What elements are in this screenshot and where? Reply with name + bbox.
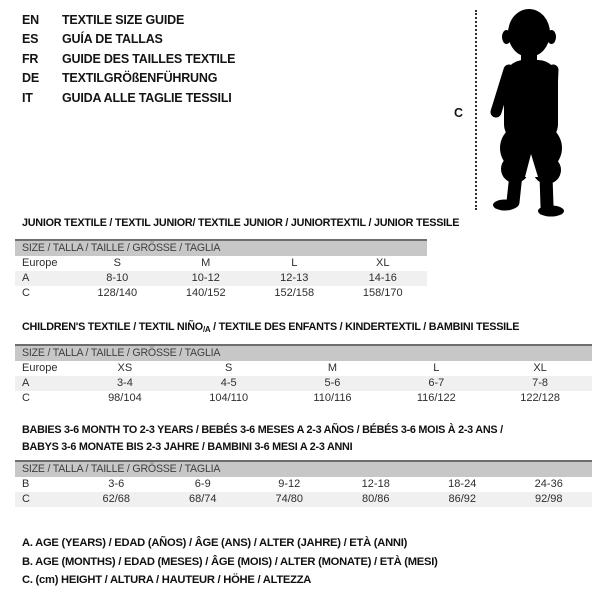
table-cell: 116/122 — [416, 392, 456, 404]
column-header: M — [201, 257, 211, 269]
table-cell: 80/86 — [361, 493, 390, 505]
footnote-a: A. AGE (YEARS) / EDAD (AÑOS) / ÂGE (ANS) / ALTER (JAHRE) / ETÀ (ANNI) — [22, 537, 408, 549]
table-row — [15, 391, 592, 406]
children-section-title — [22, 321, 519, 334]
column-header: XL — [533, 362, 547, 374]
baby-silhouette-icon — [485, 6, 585, 218]
table-row — [15, 477, 592, 492]
table-cell: 128/140 — [97, 287, 138, 299]
table-cell: 12-13 — [280, 272, 309, 284]
lang-code: ES — [22, 32, 39, 47]
lang-code: IT — [22, 90, 33, 105]
column-header: Europe — [22, 257, 58, 269]
table-cell: 10-12 — [191, 272, 220, 284]
table-cell: 110/116 — [313, 392, 352, 404]
column-header: M — [327, 362, 338, 374]
row-label: A — [22, 272, 30, 284]
column-header: L — [291, 257, 298, 269]
table-cell: 122/128 — [520, 392, 560, 404]
lang-code: FR — [22, 51, 39, 66]
table-cell: 7-8 — [532, 377, 549, 389]
children-title-prefix: CHILDREN'S TEXTILE / TEXTIL NIÑO — [22, 321, 203, 333]
lang-row-en — [22, 11, 235, 30]
table-cell: 92/98 — [534, 493, 563, 505]
height-dotted-line — [475, 10, 477, 210]
children-title-suffix: / TEXTILE DES ENFANTS / KINDERTEXTIL / BAMBINI TESSILE — [210, 321, 520, 333]
height-measure-figure — [448, 6, 594, 218]
table-cell: 9-12 — [278, 478, 301, 490]
lang-title: GUIDE DES TAILLES TEXTILE — [62, 51, 236, 66]
table-cell: 74/80 — [275, 493, 304, 505]
lang-code: DE — [22, 71, 39, 86]
lang-code: EN — [22, 13, 39, 27]
column-header: Europe — [22, 362, 58, 374]
table-row — [15, 492, 592, 507]
children-size-table — [15, 344, 592, 406]
babies-title-line2: BABYS 3-6 MONATE BIS 2-3 JAHRE / BAMBINI 3-6 MESI A 2-3 ANNI — [22, 440, 353, 453]
junior-size-table — [15, 239, 427, 301]
lang-title: GUIDA ALLE TAGLIE TESSILI — [62, 90, 232, 105]
junior-section-title: JUNIOR TEXTILE / TEXTIL JUNIOR/ TEXTILE JUNIOR / JUNIORTEXTIL / JUNIOR TESSILE — [22, 217, 460, 229]
lang-title: TEXTILE SIZE GUIDE — [62, 13, 185, 27]
table-cell: 3-4 — [116, 377, 133, 389]
footnote-legend — [22, 534, 438, 590]
row-label: C — [22, 392, 30, 404]
babies-size-table — [15, 460, 592, 507]
table-cell: 62/68 — [102, 493, 131, 505]
table-row — [15, 286, 427, 301]
language-title-list — [22, 11, 235, 108]
table-cell: 18-24 — [448, 478, 477, 490]
column-header: XS — [117, 362, 133, 374]
lang-row-fr — [22, 50, 235, 69]
table-row — [15, 271, 427, 286]
row-label: B — [22, 478, 30, 490]
table-cell: 6-7 — [428, 377, 445, 389]
footnote-c: C. (cm) HEIGHT / ALTURA / HAUTEUR / HÖHE / ALTEZZA — [22, 574, 312, 587]
table-row — [15, 376, 592, 391]
lang-title: GUÍA DE TALLAS — [62, 32, 163, 47]
size-header-bar: SIZE / TALLA / TAILLE / GRÖSSE / TAGLIA — [15, 346, 592, 361]
table-cell: 8-10 — [106, 272, 129, 284]
table-cell: 140/152 — [185, 287, 226, 299]
size-header-bar: SIZE / TALLA / TAILLE / GRÖSSE / TAGLIA — [15, 241, 427, 256]
table-cell: 5-6 — [324, 377, 341, 389]
table-cell: 12-18 — [361, 478, 390, 490]
lang-title: TEXTILGRÖßENFÜHRUNG — [62, 71, 218, 86]
measure-c-label: C — [454, 106, 464, 120]
column-header: S — [225, 362, 233, 374]
footnote-b: B. AGE (MONTHS) / EDAD (MESES) / ÂGE (MOIS) / ALTER (MONATE) / ETÀ (MESI) — [22, 555, 438, 568]
table-cell: 98/104 — [108, 392, 142, 404]
row-label: A — [22, 377, 30, 389]
row-label: C — [22, 493, 30, 505]
babies-title-line1: BABIES 3-6 MONTH TO 2-3 YEARS / BEBÉS 3-6 MESES A 2-3 AÑOS / BÉBÉS 3-6 MOIS À 2-3 ANS / — [22, 424, 503, 436]
lang-row-es — [22, 30, 235, 49]
column-header: L — [433, 362, 440, 374]
table-cell: 158/170 — [362, 287, 403, 299]
table-cell: 24-36 — [534, 478, 563, 490]
table-header-row — [15, 256, 427, 271]
column-header: XL — [376, 257, 390, 269]
table-cell: 4-5 — [220, 377, 237, 389]
row-label: C — [22, 287, 30, 299]
table-cell: 3-6 — [108, 478, 125, 490]
table-cell: 152/158 — [274, 287, 315, 299]
table-cell: 14-16 — [368, 272, 397, 284]
table-cell: 6-9 — [194, 478, 211, 490]
table-cell: 86/92 — [448, 493, 477, 505]
children-title-sub: /A — [202, 325, 211, 334]
lang-row-it — [22, 89, 235, 108]
table-header-row — [15, 361, 592, 376]
lang-row-de — [22, 69, 235, 88]
size-header-bar: SIZE / TALLA / TAILLE / GRÖSSE / TAGLIA — [15, 462, 592, 477]
table-cell: 68/74 — [188, 493, 217, 505]
table-cell: 104/110 — [209, 392, 249, 404]
column-header: S — [113, 257, 121, 269]
babies-section-title — [22, 422, 503, 455]
